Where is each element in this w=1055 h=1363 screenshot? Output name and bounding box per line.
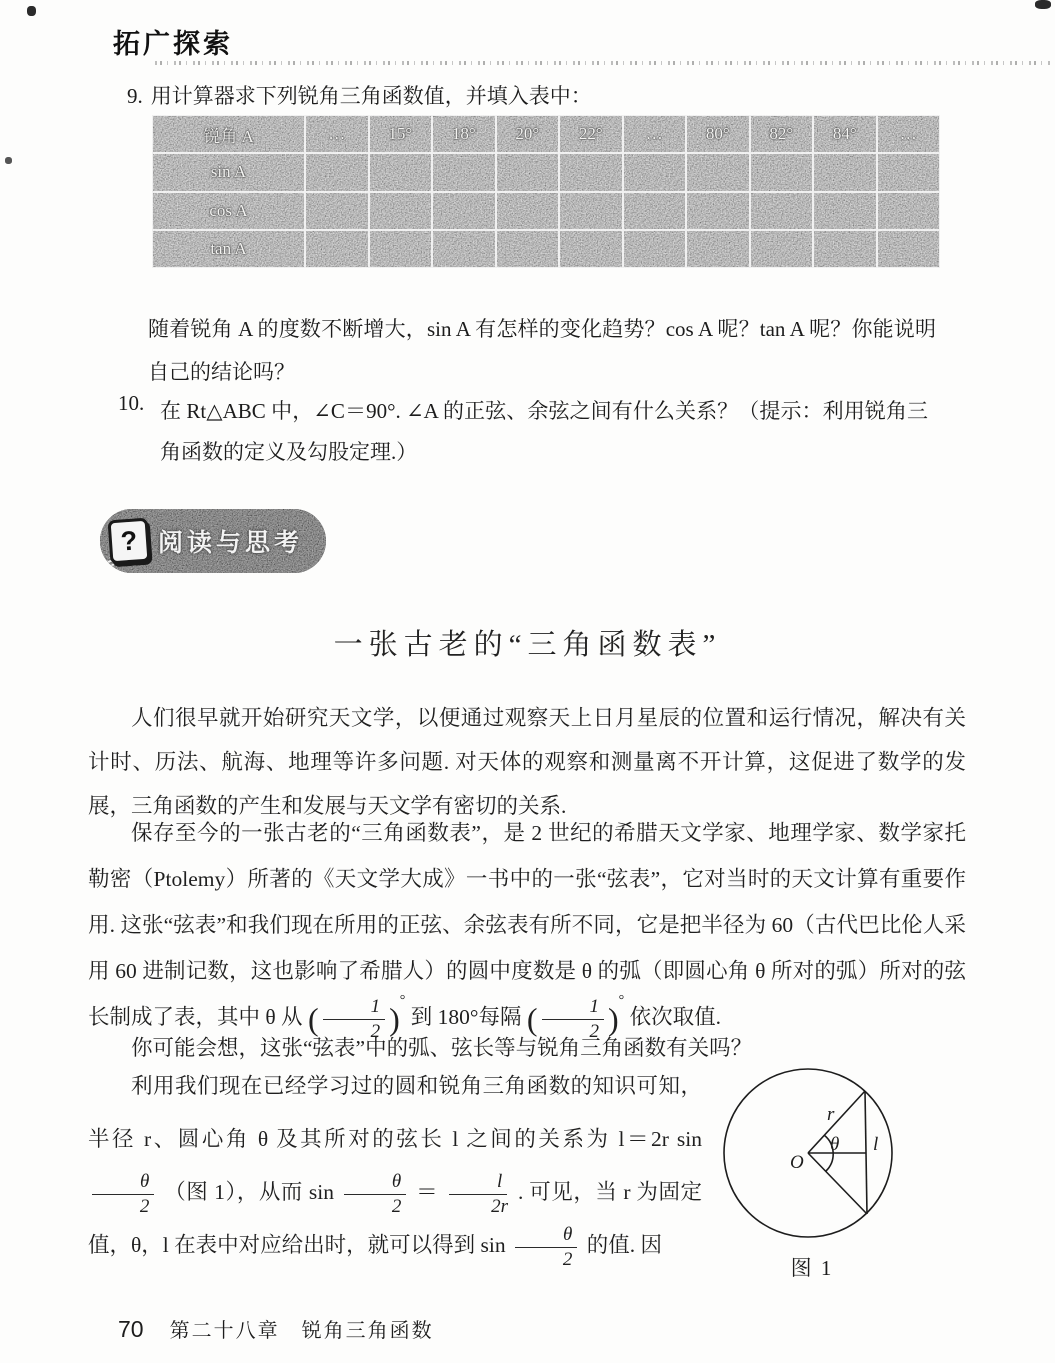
question-book-icon	[100, 509, 158, 573]
reading-thinking-badge	[100, 509, 326, 573]
table-blank-cell	[750, 192, 814, 230]
table-blank-cell	[432, 230, 496, 268]
table-blank-cell	[813, 192, 877, 230]
table-blank-cell	[813, 230, 877, 268]
scan-noise-band	[155, 61, 1050, 65]
table-blank-cell	[305, 230, 369, 268]
table-header-cell: 锐角 A	[152, 115, 305, 153]
table-header-cell: 80°	[686, 115, 750, 153]
fraction-theta-over-2: $\frac{\theta}{2}$	[515, 1225, 577, 1270]
scan-speck	[5, 157, 12, 164]
paragraph-4-seg3: ＝	[416, 1180, 439, 1204]
trig-values-table	[152, 115, 940, 268]
reading-title: 一张古老的“三角函数表”	[333, 629, 722, 661]
problem-10-number: 10.	[118, 391, 145, 415]
scan-speck	[27, 6, 36, 16]
paragraph-4-seg1: 利用我们现在已经学习过的圆和锐角三角函数的知识可知，半径 r、圆心角 θ 及其所对的弦长 l 之间的关系为 l＝2r sin	[88, 1074, 702, 1151]
paragraph-2-seg1: 保存至今的一张古老的“三角函数表”，是 2 世纪的希腊天文学家、地理学家、数学家托勒密（Ptolemy）所著的《天文学大成》一书中的一张“弦表”，它对当时的天文计算有重要作用. 这张“弦表”和我们现在所用的正弦、余弦表有所不同，它是把半径为 60（古代巴比伦人采用 60 进制记数，这也影响了希腊人）的圆中度数是 θ 的弧（即圆心角 θ 所对的弧）所对的弦长制成了表，其中 θ 从	[88, 821, 966, 1029]
table-blank-cell	[496, 153, 560, 191]
open-paren: (	[307, 1001, 319, 1038]
circle-chord-diagram	[712, 1058, 912, 1258]
table-blank-cell	[369, 192, 433, 230]
paragraph-4	[88, 1060, 702, 1272]
table-blank-cell	[432, 153, 496, 191]
table-header-cell: 15°	[369, 115, 433, 153]
table-blank-cell	[559, 153, 623, 191]
close-paren: )	[608, 1001, 619, 1038]
degree-sign: °	[399, 993, 406, 1008]
problem-9	[127, 76, 967, 116]
label-r: r	[827, 1104, 835, 1125]
problem-9-text: 用计算器求下列锐角三角函数值，并填入表中：	[150, 84, 592, 108]
table-row-label: sin A	[152, 153, 305, 191]
page-number: 70	[118, 1316, 144, 1342]
table-row-label: tan A	[152, 230, 305, 268]
table-blank-cell	[813, 153, 877, 191]
table-blank-cell	[877, 153, 941, 191]
question-mark-icon: ?	[108, 518, 151, 565]
table-header-cell: …	[623, 115, 687, 153]
page-footer	[118, 1314, 434, 1343]
problem-9-followup: 随着锐角 A 的度数不断增大，sin A 有怎样的变化趋势？cos A 呢？tan A 呢？你能说明自己的结论吗？	[148, 317, 936, 384]
label-l: l	[873, 1134, 879, 1155]
label-theta: θ	[830, 1134, 840, 1155]
paragraph-2-seg3: 依次取值.	[629, 1005, 722, 1029]
table-blank-cell	[877, 230, 941, 268]
table-blank-cell	[496, 192, 560, 230]
paragraph-1: 人们很早就开始研究天文学，以便通过观察天上日月星辰的位置和运行情况，解决有关计时、历法、航海、地理等许多问题. 对天体的观察和测量离不开计算，这促进了数学的发展，三角函数的产生和发展与天文学有密切的关系.	[88, 706, 966, 818]
paragraph-2-seg2: 到 180°每隔	[410, 1005, 522, 1029]
paragraph-4-seg5: 的值. 因	[586, 1233, 662, 1257]
table-blank-cell	[686, 153, 750, 191]
table-blank-cell	[559, 230, 623, 268]
table-header-cell: …	[305, 115, 369, 153]
table-blank-cell	[305, 192, 369, 230]
open-paren: (	[526, 1001, 538, 1038]
fraction-half: $\frac{1}{2}$	[323, 997, 386, 1042]
table-blank-cell	[369, 153, 433, 191]
fraction-theta-over-2: $\frac{\theta}{2}$	[92, 1172, 154, 1217]
table-blank-cell	[750, 230, 814, 268]
table-blank-cell	[432, 192, 496, 230]
table-header-cell: 82°	[750, 115, 814, 153]
label-O: O	[790, 1152, 804, 1173]
chapter-title: 第二十八章 锐角三角函数	[169, 1320, 434, 1342]
table-blank-cell	[750, 153, 814, 191]
table-blank-cell	[623, 230, 687, 268]
table-blank-cell	[686, 192, 750, 230]
table-blank-cell	[877, 192, 941, 230]
problem-9-number: 9.	[127, 84, 143, 108]
paragraph-2	[88, 810, 966, 1042]
table-blank-cell	[496, 230, 560, 268]
table-header-cell: 18°	[432, 115, 496, 153]
badge-label: 阅读与思考	[158, 529, 304, 557]
paragraph-4-seg2: （图 1），从而 sin	[164, 1180, 334, 1204]
section-header: 拓广探索	[113, 29, 233, 59]
degree-sign: °	[618, 993, 625, 1008]
table-blank-cell	[369, 230, 433, 268]
table-grid	[152, 115, 940, 268]
figure-1-diagram	[712, 1058, 912, 1263]
fraction-half: $\frac{1}{2}$	[542, 997, 605, 1042]
figure-1-caption: 图 1	[790, 1256, 834, 1280]
table-header-cell: …	[877, 115, 941, 153]
table-header-cell: 84°	[813, 115, 877, 153]
close-paren: )	[389, 1001, 400, 1038]
radius-lower	[808, 1153, 867, 1214]
table-blank-cell	[686, 230, 750, 268]
table-header-cell: 22°	[559, 115, 623, 153]
scan-speck	[1035, 0, 1051, 9]
problem-10-text: 在 Rt△ABC 中，∠C＝90°. ∠A 的正弦、余弦之间有什么关系？（提示：利用锐角三角函数的定义及勾股定理.）	[160, 399, 928, 464]
fraction-theta-over-2: $\frac{\theta}{2}$	[344, 1172, 406, 1217]
table-blank-cell	[305, 153, 369, 191]
table-blank-cell	[559, 192, 623, 230]
table-blank-cell	[623, 153, 687, 191]
paragraph-3: 你可能会想，这张“弦表”中的弧、弦长等与锐角三角函数有关吗？	[131, 1036, 753, 1060]
table-header-cell: 20°	[496, 115, 560, 153]
paragraph-4-seg4: . 可见，当 r 为固定值，θ，l 在表中对应给出时，就可以得到 sin	[88, 1180, 703, 1257]
fraction-l-over-2r: $\frac{l}{2r}$	[448, 1172, 508, 1217]
table-row-label: cos A	[152, 192, 305, 230]
table-blank-cell	[623, 192, 687, 230]
